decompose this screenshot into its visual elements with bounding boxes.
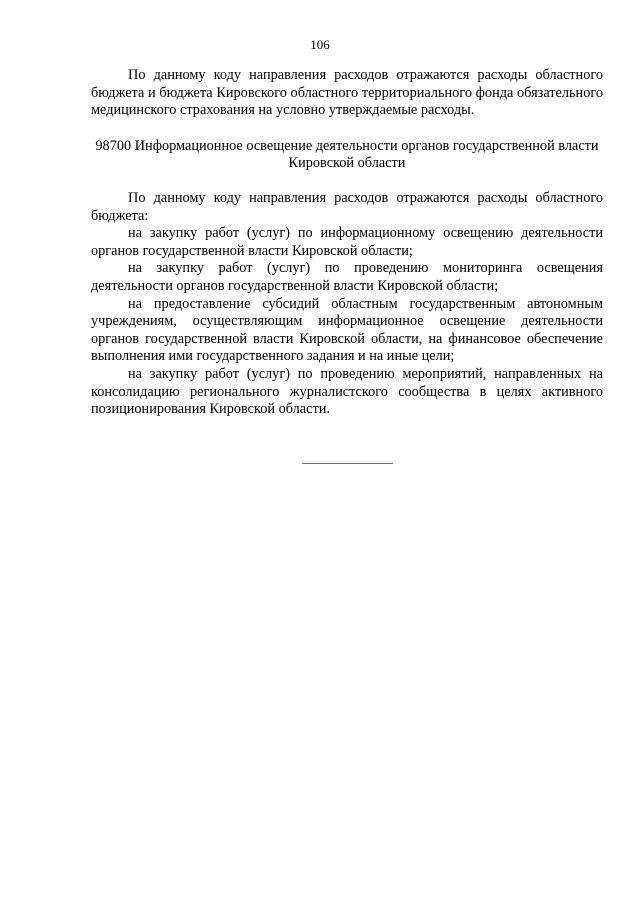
- section-heading: 98700 Информационное освещение деятельности органов государственной власти Кировской области: [95, 137, 599, 172]
- list-item: на предоставление субсидий областным государственным автономным учреждениям, осуществляющим информационное освещение деятельности органов государственной власти Кировской области, на финансовое обеспечение выполнения ими государственного задания и на иные цели;: [91, 295, 603, 365]
- list-item: на закупку работ (услуг) по проведению мониторинга освещения деятельности органов государственной власти Кировской области;: [91, 260, 603, 294]
- end-separator-line: [302, 463, 393, 464]
- list-item: на закупку работ (услуг) по проведению мероприятий, направленных на консолидацию регионального журналистского сообщества в целях активного позиционирования Кировской области.: [91, 365, 603, 418]
- document-body: [91, 67, 603, 419]
- page-number: 106: [310, 37, 330, 52]
- list-item: на закупку работ (услуг) по информационному освещению деятельности органов государственной власти Кировской области;: [91, 225, 603, 259]
- paragraph-intro: По данному коду направления расходов отражаются расходы областного бюджета:: [91, 189, 603, 224]
- paragraph-reserved-expenses: По данному коду направления расходов отражаются расходы областного бюджета и бюджета Кировского областного территориального фонда обязательного медицинского страхования на условно утверждаемые расходы.: [91, 67, 603, 119]
